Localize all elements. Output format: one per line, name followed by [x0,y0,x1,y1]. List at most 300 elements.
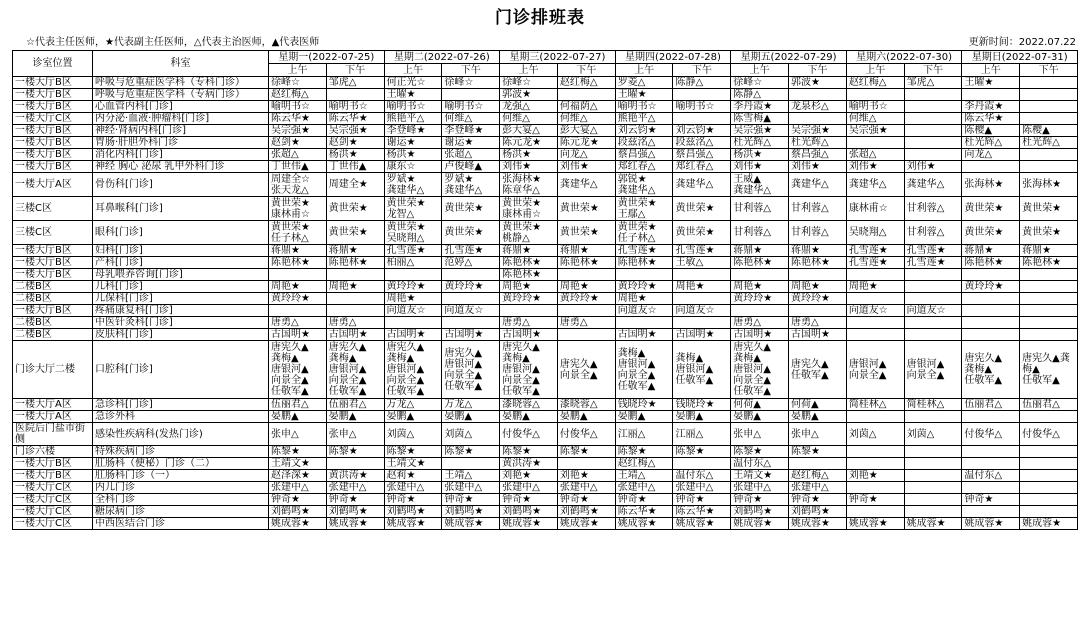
pm-doctor-cell: 黄世荣★ [442,221,500,245]
pm-doctor-cell: 向道友☆ [673,305,731,317]
pm-doctor-cell [1020,293,1078,305]
am-doctor-cell: 杨洪★ [731,149,789,161]
pm-doctor-cell: 徐峰☆ [442,77,500,89]
pm-doctor-cell: 何维△ [557,113,615,125]
location-cell: 一楼大厅B区 [13,137,93,149]
am-doctor-cell: 罗菱△ [615,77,673,89]
am-doctor-cell: 陈黎★ [500,446,558,458]
pm-doctor-cell: 喻明书☆ [442,101,500,113]
am-doctor-cell: 王曜★ [384,89,442,101]
pm-doctor-cell: 黄洪涛★ [326,470,384,482]
pm-doctor-cell: 姚成蓉★ [442,518,500,530]
header-am: 上午 [846,64,904,77]
am-doctor-cell [615,317,673,329]
am-doctor-cell [962,411,1020,423]
header-am: 上午 [384,64,442,77]
am-doctor-cell [846,506,904,518]
pm-doctor-cell: 甘利蓉△ [789,221,847,245]
pm-doctor-cell: 龚建华△ [789,173,847,197]
pm-doctor-cell: 陈黎★ [789,446,847,458]
pm-doctor-cell: 温付东△ [673,470,731,482]
am-doctor-cell: 黄玲玲★ [731,293,789,305]
am-doctor-cell: 王靖文★ [384,458,442,470]
am-doctor-cell: 唐勇△ [269,317,327,329]
location-cell: 一楼大厅C区 [13,506,93,518]
schedule-row [13,281,1078,293]
am-doctor-cell: 罗斌★ 龚建华△ [384,173,442,197]
pm-doctor-cell: 姚成蓉★ [557,518,615,530]
pm-doctor-cell: 孔雪莲★ [673,245,731,257]
am-doctor-cell [962,161,1020,173]
pm-doctor-cell: 江丽△ [673,423,731,446]
pm-doctor-cell: 张申△ [326,423,384,446]
am-doctor-cell: 张申△ [269,423,327,446]
am-doctor-cell: 黄世荣★ 任子林△ [269,221,327,245]
am-doctor-cell: 古国明★ [500,329,558,341]
am-doctor-cell: 万龙△ [384,399,442,411]
department-cell: 消化内科[门诊] [93,149,269,161]
pm-doctor-cell [673,458,731,470]
am-doctor-cell: 周艳★ [269,281,327,293]
pm-doctor-cell: 龙泉杉△ [789,101,847,113]
am-doctor-cell: 钟奇★ [384,494,442,506]
pm-doctor-cell: 钱晓玲★ [673,399,731,411]
pm-doctor-cell: 吴宗强★ [789,125,847,137]
am-doctor-cell: 丁世伟▲ [269,161,327,173]
pm-doctor-cell [326,269,384,281]
pm-doctor-cell [1020,506,1078,518]
am-doctor-cell: 康林甫☆ [846,197,904,221]
am-doctor-cell: 黄世荣★ [962,221,1020,245]
department-cell: 疼痛康复科[门诊] [93,305,269,317]
pm-doctor-cell: 赵红梅△ [789,470,847,482]
pm-doctor-cell: 姚成蓉★ [789,518,847,530]
am-doctor-cell [962,458,1020,470]
pm-doctor-cell [557,329,615,341]
pm-doctor-cell: 喻明书☆ [673,101,731,113]
am-doctor-cell: 刘伟★ [846,161,904,173]
am-doctor-cell: 王曜★ [962,77,1020,89]
pm-doctor-cell: 张建中△ [326,482,384,494]
pm-doctor-cell: 唐宪久▲龚梅▲ 任敬军▲ [1020,341,1078,399]
pm-doctor-cell: 甘利蓉△ [904,197,962,221]
schedule-row [13,269,1078,281]
location-cell: 一楼大厅A区 [13,399,93,411]
location-cell: 一楼大厅B区 [13,470,93,482]
department-cell: 口腔科[门诊] [93,341,269,399]
am-doctor-cell: 唐宪久▲ 龚梅▲ 唐银河▲ 向景全▲ 任敬军▲ [500,341,558,399]
schedule-row [13,494,1078,506]
am-doctor-cell: 古国明★ [731,329,789,341]
am-doctor-cell: 熊艳平△ [384,113,442,125]
am-doctor-cell: 简桂林△ [846,399,904,411]
pm-doctor-cell: 黄世荣★ [1020,221,1078,245]
pm-doctor-cell: 付俊华△ [557,423,615,446]
department-cell: 中西医结合门诊 [93,518,269,530]
pm-doctor-cell [673,269,731,281]
am-doctor-cell: 温付东△ [731,458,789,470]
location-cell: 二楼B区 [13,317,93,329]
am-doctor-cell: 孔雪莲★ [615,245,673,257]
am-doctor-cell: 陈黎★ [731,446,789,458]
am-doctor-cell: 陈云华★ [269,113,327,125]
pm-doctor-cell: 蒋鼎★ [326,245,384,257]
header-pm: 下午 [557,64,615,77]
pm-doctor-cell [673,317,731,329]
location-cell: 一楼大厅B区 [13,125,93,137]
schedule-row [13,411,1078,423]
pm-doctor-cell [904,446,962,458]
pm-doctor-cell [904,506,962,518]
am-doctor-cell: 黄世荣★ 王鄢△ [615,197,673,221]
am-doctor-cell: 刘茵△ [384,423,442,446]
am-doctor-cell [962,446,1020,458]
pm-doctor-cell: 龚建华△ [904,173,962,197]
pm-doctor-cell: 刘鹤鸣★ [442,506,500,518]
pm-doctor-cell: 陈艳林★ [789,257,847,269]
am-doctor-cell: 黄世荣★ 康林甫☆ [500,197,558,221]
am-doctor-cell: 刘茵△ [846,423,904,446]
am-doctor-cell: 钱晓玲★ [615,399,673,411]
pm-doctor-cell [1020,149,1078,161]
am-doctor-cell [962,506,1020,518]
schedule-row [13,257,1078,269]
am-doctor-cell: 张建中△ [500,482,558,494]
am-doctor-cell: 谢运★ [384,137,442,149]
pm-doctor-cell: 陈云华★ [326,113,384,125]
am-doctor-cell [846,89,904,101]
pm-doctor-cell: 甘利蓉△ [904,221,962,245]
department-cell: 皮肤科[门诊] [93,329,269,341]
pm-doctor-cell: 唐宪久▲ 龚梅▲ 唐银河▲ 向景全▲ 任敬军▲ [326,341,384,399]
am-doctor-cell [846,329,904,341]
department-cell: 特殊疾病门诊 [93,446,269,458]
department-cell: 眼科[门诊] [93,221,269,245]
am-doctor-cell: 刘艳★ [500,470,558,482]
pm-doctor-cell: 何荷▲ [789,399,847,411]
am-doctor-cell: 段兹洺△ [615,137,673,149]
am-doctor-cell: 赵红梅△ [269,89,327,101]
am-doctor-cell [384,317,442,329]
pm-doctor-cell [673,113,731,125]
am-doctor-cell: 刘伟★ [500,161,558,173]
am-doctor-cell: 姚成蓉★ [962,518,1020,530]
department-cell: 呼吸与危重症医学科（专病门诊） [93,89,269,101]
pm-doctor-cell [673,89,731,101]
pm-doctor-cell: 蒋鼎★ [1020,245,1078,257]
pm-doctor-cell [904,494,962,506]
location-cell: 一楼大厅A区 [13,173,93,197]
pm-doctor-cell [904,137,962,149]
pm-doctor-cell: 简桂林△ [904,399,962,411]
pm-doctor-cell: 黄世荣★ [673,221,731,245]
department-cell: 胃肠·肝胆外科门诊 [93,137,269,149]
pm-doctor-cell: 古国明★ [789,329,847,341]
am-doctor-cell [962,482,1020,494]
am-doctor-cell: 伍丽君△ [269,399,327,411]
location-cell: 门诊六楼 [13,446,93,458]
am-doctor-cell: 黄世荣★ 龙智△ [384,197,442,221]
am-doctor-cell: 陈雪梅▲ [731,113,789,125]
pm-doctor-cell: 古国明★ [673,329,731,341]
am-doctor-cell: 漆晓蓉△ [500,399,558,411]
pm-doctor-cell: 钟奇★ [789,494,847,506]
pm-doctor-cell: 陈艳林★ [557,257,615,269]
pm-doctor-cell: 蒋鼎★ [789,245,847,257]
am-doctor-cell: 黄洪涛★ [500,458,558,470]
pm-doctor-cell: 钟奇★ [557,494,615,506]
schedule-row [13,89,1078,101]
header-pm: 下午 [442,64,500,77]
schedule-row [13,423,1078,446]
department-cell: 神经 胸心 泌尿 乳甲外科门诊 [93,161,269,173]
header-am: 上午 [731,64,789,77]
header-pm: 下午 [789,64,847,77]
pm-doctor-cell: 黄玲玲★ [789,293,847,305]
location-cell: 门诊大厅二楼 [13,341,93,399]
pm-doctor-cell: 陈樱▲ [1020,125,1078,137]
am-doctor-cell [731,305,789,317]
pm-doctor-cell: 黄玲玲★ [557,293,615,305]
pm-doctor-cell: 蔡昌强△ [673,149,731,161]
am-doctor-cell: 何荷▲ [731,399,789,411]
pm-doctor-cell: 钟奇★ [442,494,500,506]
pm-doctor-cell [1020,411,1078,423]
am-doctor-cell: 唐宪久▲ 龚梅▲ 唐银河▲ 向景全▲ 任敬军▲ [731,341,789,399]
pm-doctor-cell: 张超△ [442,149,500,161]
pm-doctor-cell: 唐宪久▲ 向景全▲ [557,341,615,399]
am-doctor-cell [962,293,1020,305]
am-doctor-cell: 吴晓翔△ [846,221,904,245]
pm-doctor-cell: 姚成蓉★ [326,518,384,530]
header-am: 上午 [962,64,1020,77]
am-doctor-cell: 杨洪★ [500,149,558,161]
pm-doctor-cell [1020,113,1078,125]
header-day: 星期四(2022-07-28) [615,51,731,64]
pm-doctor-cell [904,317,962,329]
pm-doctor-cell [789,458,847,470]
am-doctor-cell: 刘鹤鸣★ [384,506,442,518]
am-doctor-cell [846,458,904,470]
am-doctor-cell [384,269,442,281]
location-cell: 三楼C区 [13,197,93,221]
am-doctor-cell: 向龙△ [962,149,1020,161]
am-doctor-cell: 喻明书☆ [384,101,442,113]
am-doctor-cell: 郭波★ [500,89,558,101]
pm-doctor-cell: 蒋鼎★ [557,245,615,257]
am-doctor-cell: 孔雪莲★ [384,245,442,257]
am-doctor-cell: 唐勇△ [500,317,558,329]
pm-doctor-cell: 唐勇△ [326,317,384,329]
am-doctor-cell: 赵泽深★ [269,470,327,482]
pm-doctor-cell: 黄玲玲★ [442,281,500,293]
am-doctor-cell: 陈黎★ [384,446,442,458]
pm-doctor-cell: 陈黎★ [442,446,500,458]
pm-doctor-cell: 龚梅▲ 唐银河▲ 任敬军▲ [673,341,731,399]
pm-doctor-cell: 姚成蓉★ [1020,518,1078,530]
pm-doctor-cell: 陈艳林★ [1020,257,1078,269]
pm-doctor-cell: 万龙△ [442,399,500,411]
am-doctor-cell: 陈艳林★ [500,257,558,269]
am-doctor-cell: 钟奇★ [731,494,789,506]
pm-doctor-cell [789,89,847,101]
pm-doctor-cell: 赵红梅△ [557,77,615,89]
am-doctor-cell: 王曜★ [615,89,673,101]
department-cell: 内儿门诊 [93,482,269,494]
location-cell: 一楼大厅B区 [13,149,93,161]
am-doctor-cell [846,446,904,458]
am-doctor-cell: 何维△ [846,113,904,125]
pm-doctor-cell: 王靖△ [442,470,500,482]
pm-doctor-cell: 彭大宴△ [557,125,615,137]
pm-doctor-cell: 唐勇△ [557,317,615,329]
am-doctor-cell: 黄玲玲★ [384,281,442,293]
am-doctor-cell [962,305,1020,317]
department-cell: 感染性疾病科(发热门诊) [93,423,269,446]
pm-doctor-cell: 姚成蓉★ [673,518,731,530]
am-doctor-cell: 晏鹏▲ [269,411,327,423]
schedule-row [13,446,1078,458]
pm-doctor-cell: 周艳★ [789,281,847,293]
location-cell: 二楼B区 [13,293,93,305]
pm-doctor-cell: 伍丽君△ [1020,399,1078,411]
pm-doctor-cell: 伍丽君△ [326,399,384,411]
am-doctor-cell: 喻明书☆ [615,101,673,113]
am-doctor-cell: 王威▲ 龚建华△ [731,173,789,197]
am-doctor-cell: 张建中△ [269,482,327,494]
pm-doctor-cell: 陈元龙★ [557,137,615,149]
am-doctor-cell: 甘利蓉△ [731,197,789,221]
pm-doctor-cell: 张海林★ [1020,173,1078,197]
am-doctor-cell: 钟奇★ [500,494,558,506]
am-doctor-cell: 喻明书☆ [269,101,327,113]
department-cell: 肛肠科（便秘）门诊（二） [93,458,269,470]
am-doctor-cell: 郑红春△ [615,161,673,173]
location-cell: 一楼大厅B区 [13,161,93,173]
header-pm: 下午 [904,64,962,77]
header-row-days [13,51,1078,64]
am-doctor-cell: 龚建华△ [846,173,904,197]
page-title: 门诊排班表 [495,8,585,28]
legend-text: ☆代表主任医师，★代表副主任医师，△代表主治医师，▲代表医师 [26,37,320,48]
location-cell: 三楼C区 [13,221,93,245]
pm-doctor-cell [789,305,847,317]
pm-doctor-cell: 刘伟★ [904,161,962,173]
pm-doctor-cell [326,458,384,470]
pm-doctor-cell: 何维△ [442,113,500,125]
pm-doctor-cell [1020,269,1078,281]
schedule-row [13,458,1078,470]
schedule-row [13,197,1078,221]
am-doctor-cell [962,89,1020,101]
pm-doctor-cell: 杜光辉△ [789,137,847,149]
pm-doctor-cell: 谢运★ [442,137,500,149]
pm-doctor-cell [1020,281,1078,293]
am-doctor-cell: 徐峰☆ [731,77,789,89]
pm-doctor-cell: 晏鹏▲ [673,411,731,423]
pm-doctor-cell: 陈黎★ [673,446,731,458]
am-doctor-cell: 刘云钧★ [615,125,673,137]
am-doctor-cell [500,305,558,317]
header-day: 星期日(2022-07-31) [962,51,1078,64]
schedule-row [13,305,1078,317]
pm-doctor-cell: 张申△ [789,423,847,446]
schedule-row [13,125,1078,137]
am-doctor-cell: 李丹霞★ [962,101,1020,113]
pm-doctor-cell: 卢俊峰▲ [442,161,500,173]
am-doctor-cell: 付俊华△ [500,423,558,446]
schedule-table [12,50,1078,530]
am-doctor-cell: 陈樱▲ [962,125,1020,137]
am-doctor-cell: 陈艳林★ [615,257,673,269]
am-doctor-cell: 古国明★ [615,329,673,341]
location-cell: 一楼大厅C区 [13,494,93,506]
location-cell: 一楼大厅C区 [13,482,93,494]
am-doctor-cell [962,329,1020,341]
pm-doctor-cell [326,293,384,305]
am-doctor-cell: 刘伟★ [731,161,789,173]
pm-doctor-cell: 张建中△ [557,482,615,494]
pm-doctor-cell [557,89,615,101]
am-doctor-cell: 陈黎★ [269,446,327,458]
am-doctor-cell: 姚成蓉★ [384,518,442,530]
schedule-row [13,506,1078,518]
schedule-row [13,245,1078,257]
pm-doctor-cell [904,411,962,423]
am-doctor-cell: 张超△ [269,149,327,161]
am-doctor-cell: 蒋鼎★ [731,245,789,257]
pm-doctor-cell: 王敏△ [673,257,731,269]
am-doctor-cell [269,269,327,281]
am-doctor-cell: 黄世荣★ 吴晓翔△ [384,221,442,245]
schedule-row [13,293,1078,305]
schedule-row [13,518,1078,530]
am-doctor-cell: 周建全☆ 张天龙△ [269,173,327,197]
pm-doctor-cell [904,149,962,161]
pm-doctor-cell: 陈艳林★ [326,257,384,269]
pm-doctor-cell: 罗斌★ 龚建华△ [442,173,500,197]
am-doctor-cell: 陈艳林★ [731,257,789,269]
pm-doctor-cell: 唐银河▲ 向景全▲ [904,341,962,399]
department-cell: 全科门诊 [93,494,269,506]
header-am: 上午 [269,64,327,77]
pm-doctor-cell: 孔雪莲★ [904,245,962,257]
am-doctor-cell: 黄世荣★ 桃静△ [500,221,558,245]
am-doctor-cell: 向道友☆ [384,305,442,317]
location-cell: 一楼大厅B区 [13,77,93,89]
pm-doctor-cell: 吴宗强★ [326,125,384,137]
am-doctor-cell: 向道友☆ [615,305,673,317]
pm-doctor-cell [1020,482,1078,494]
pm-doctor-cell: 晏鹏▲ [326,411,384,423]
am-doctor-cell: 周艳★ [615,293,673,305]
schedule-row [13,341,1078,399]
pm-doctor-cell: 刘鹤鸣★ [326,506,384,518]
am-doctor-cell: 周艳★ [500,281,558,293]
pm-doctor-cell: 唐宪久▲ 唐银河▲ 向景全▲ 任敬军▲ [442,341,500,399]
am-doctor-cell: 陈云华★ [615,506,673,518]
am-doctor-cell: 孔雪莲★ [846,245,904,257]
pm-doctor-cell [326,89,384,101]
am-doctor-cell: 张建中△ [731,482,789,494]
pm-doctor-cell: 古国明★ [442,329,500,341]
pm-doctor-cell: 黄世荣★ [326,221,384,245]
am-doctor-cell: 钟奇★ [846,494,904,506]
pm-doctor-cell: 黄世荣★ [557,197,615,221]
am-doctor-cell: 晏鹏▲ [731,411,789,423]
location-cell: 一楼大厅B区 [13,101,93,113]
pm-doctor-cell: 刘茵△ [442,423,500,446]
